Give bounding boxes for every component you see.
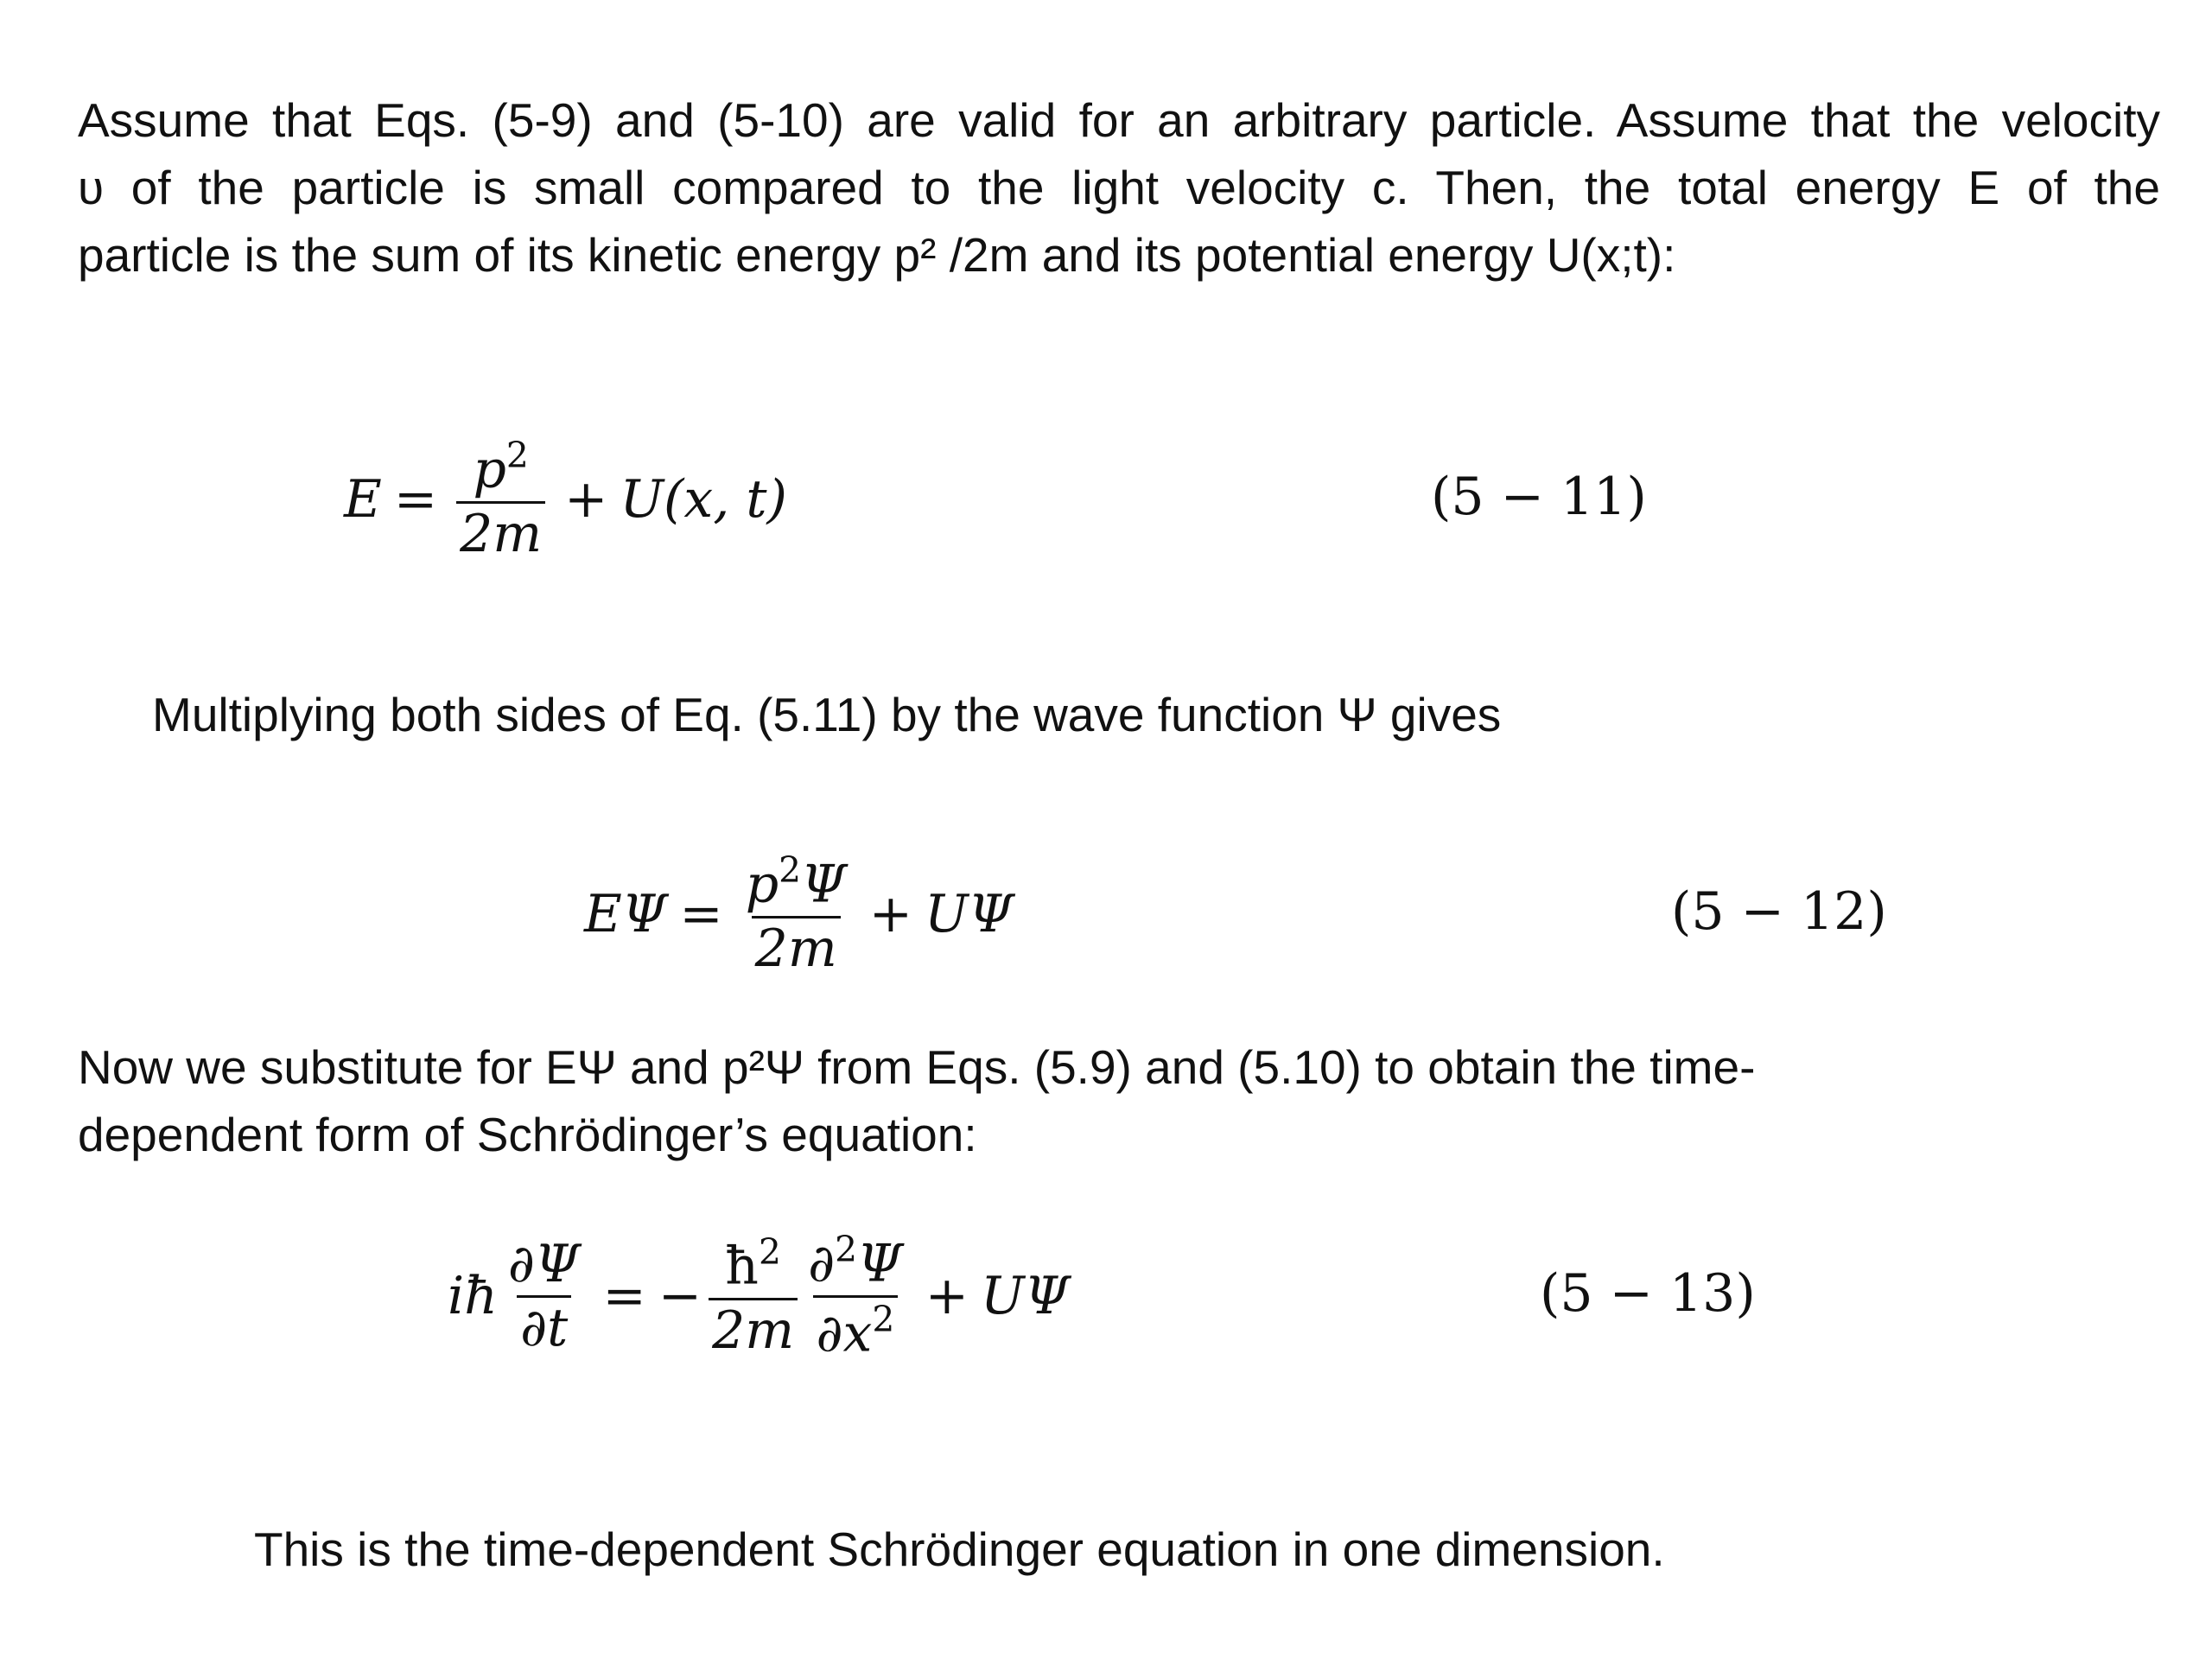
eq13-prefix: iħ [448,1266,498,1326]
eq12-numerator [742,849,850,915]
eq11-plus: + [564,469,608,530]
eq13-partial: ∂ [808,1233,836,1294]
eq13-deriv-fraction [804,1231,906,1361]
eq11-denominator: 2m [456,501,545,562]
eq11-lhs: E [344,469,382,530]
intro-line-1: Assume that Eqs. (5-9) and (5-10) are valid for an arbitrary particle. Assume that the velocity [78,93,2160,147]
conclusion-paragraph [254,1516,2069,1583]
substitute-line-1: Now we substitute for EΨ and p²Ψ from Eqs. (5.9) and (5.10) to obtain the time- [78,1040,1756,1094]
eq12-num-exponent: 2 [779,849,802,892]
eq13-hbar: ħ [725,1236,759,1297]
eq13-hbar-exponent: 2 [758,1231,781,1274]
eq11-num-exponent: 2 [505,435,529,477]
substitute-paragraph [78,1033,2065,1168]
eq13-deriv-numerator [804,1231,906,1294]
intro-line-3: particle is the sum of its kinetic energy p² /2m and its potential energy U(x;t): [78,228,1676,282]
eq13-potential-term: UΨ [981,1266,1071,1326]
eq12-fraction [742,849,850,979]
eq11-num-var: p [473,439,506,500]
substitute-line-2: dependent form of Schrödinger’s equation: [78,1108,977,1161]
eq11-fraction [456,435,545,564]
eq13-minus: − [658,1266,702,1326]
eq13-plus: + [925,1266,969,1326]
eq13-partial-exponent: 2 [835,1229,858,1271]
equation-label-5-13: (5 − 13) [1540,1263,1756,1324]
eq12-denominator: 2m [752,916,841,976]
conclusion-line: This is the time-dependent Schrödinger equation in one dimension. [254,1522,1665,1576]
eq13-deriv-denominator [813,1295,899,1361]
eq13-equals: = [602,1266,646,1326]
equation-5-11 [344,422,787,577]
eq13-dx: ∂x [816,1302,873,1363]
eq13-dx-exponent: 2 [872,1298,895,1340]
eq13-coef-denominator: 2m [709,1298,798,1358]
equation-label-5-11: (5 − 11) [1431,467,1647,527]
eq12-plus: + [868,884,912,944]
eq13-coef-numerator [721,1231,785,1297]
multiply-line: Multiplying both sides of Eq. (5.11) by the wave function Ψ gives [152,688,1502,741]
eq12-potential-term: UΨ [925,884,1014,944]
equation-5-12 [584,836,1014,992]
eq13-coef-fraction [709,1231,798,1361]
eq13-psi: Ψ [857,1233,903,1294]
eq11-potential: U(x, t) [620,469,787,530]
eq11-equals: = [393,469,438,530]
eq13-lhs-numerator: ∂Ψ [507,1233,581,1294]
intro-line-2: υ of the particle is small compared to the light velocity c. Then, the total energy E of the [78,161,2160,214]
eq11-numerator [469,437,531,500]
intro-paragraph [78,86,2160,289]
eq12-lhs: EΨ [584,884,668,944]
eq12-num-var: p [745,854,779,915]
eq12-equals: = [679,884,723,944]
multiply-paragraph [152,681,2139,748]
eq13-lhs-denominator: ∂t [517,1295,571,1356]
eq13-lhs-fraction [505,1233,584,1358]
equation-5-13 [448,1218,1070,1374]
equation-label-5-12: (5 − 12) [1671,881,1887,942]
eq12-num-psi: Ψ [801,854,847,915]
